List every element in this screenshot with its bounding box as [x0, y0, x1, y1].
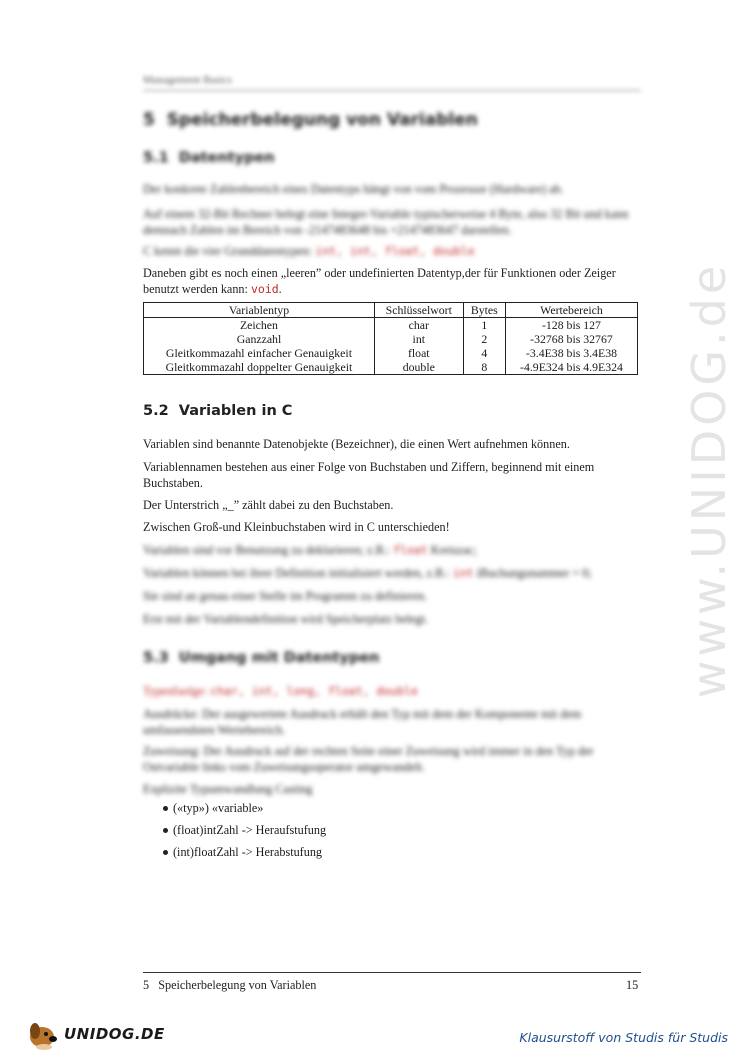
table-cell: -128 bis 127	[505, 318, 637, 333]
table-row	[144, 360, 638, 375]
inline-code: float	[393, 543, 428, 557]
paragraph: Zuweisung: Der Ausdruck auf der rechten Seite einer Zuweisung wird immer in den Typ der Ostvariable links vom Zuweisungsoperator umgewandelt.	[143, 744, 594, 774]
paragraph: Variablen sind benannte Datenobjekte (Bezeichner), die einen Wert aufnehmen können.	[143, 437, 570, 451]
paragraph: Auf einem 32-Bit Rechner belegt eine Integer-Variable typischerweise 4 Byte, also 32 Bit und kann demnach Zahlen im Bereich von -2147483648 bis +2147483647 darstellen.	[143, 207, 629, 237]
table-row	[144, 332, 638, 346]
paragraph: Variablen können bei ihrer Definition initialisiert werden, z.B.: int iBuchungsnummer = 0;	[143, 566, 592, 580]
watermark: www.UNIDOG.de	[682, 261, 736, 699]
footer-rule	[143, 972, 641, 973]
table-header: Bytes	[463, 303, 505, 318]
table-cell: 1	[463, 318, 505, 333]
table-cell: double	[374, 360, 463, 375]
paragraph: Variablen sind vor Benutzung zu deklarieren; z.B.: float Kreiszac;	[143, 543, 477, 557]
datatype-table	[143, 302, 638, 375]
inline-code: void	[250, 282, 279, 296]
table-header-row	[144, 303, 638, 318]
paragraph: Explizite Typumwandlung Casting	[143, 782, 313, 796]
table-cell: Gleitkommazahl einfacher Genauigkeit	[144, 346, 375, 360]
subsection-heading-5-2: 5.2 Variablen in C	[143, 403, 293, 419]
paragraph: Der konkrete Zahlenbereich eines Datentyps hängt von vom Prozessor (Hardware) ab.	[143, 182, 564, 196]
paragraph: Ausdrücke: Der ausgewertete Ausdruck erhält den Typ mit dem der Komponente mit dem umfassendsten Wertebereich.	[143, 707, 582, 737]
paragraph: C kennt die vier Grunddatentypen: int, int, float, double	[143, 244, 475, 258]
tagline: Klausurstoff von Studis für Studis	[519, 1030, 728, 1045]
subsection-heading-5-1: 5.1 Datentypen	[143, 150, 275, 166]
table-cell: -4.9E324 bis 4.9E324	[505, 360, 637, 375]
table-cell: -3.4E38 bis 3.4E38	[505, 346, 637, 360]
paragraph: Sie sind an genau einer Stelle im Programm zu definieren.	[143, 589, 428, 603]
paragraph: Variablennamen bestehen aus einer Folge von Buchstaben und Ziffern, beginnend mit einem Buchstaben.	[143, 460, 595, 490]
section-title: Speicherbelegung von Variablen	[166, 110, 478, 130]
table-cell: -32768 bis 32767	[505, 332, 637, 346]
inline-code: char, int, long, float, double	[210, 684, 418, 698]
footer-section: 5 Speicherbelegung von Variablen	[143, 978, 317, 992]
table-cell: char	[374, 318, 463, 333]
list-item: (int)floatZahl -> Herabstufung	[143, 844, 326, 866]
paragraph: Der Unterstrich „_” zählt dabei zu den Buchstaben.	[143, 498, 394, 512]
paragraph: Erst mit der Variablendefinition wird Speicherplatz belegt.	[143, 612, 429, 626]
section-number: 5	[143, 110, 155, 130]
table-header: Variablentyp	[144, 303, 375, 318]
page-number: 15	[626, 978, 639, 992]
bullet-list	[143, 800, 326, 866]
section-heading	[143, 110, 478, 130]
subsection-heading-5-3: 5.3 Umgang mit Datentypen	[143, 650, 380, 666]
running-head: Management Basics	[143, 74, 641, 91]
table-header: Wertebereich	[505, 303, 637, 318]
table-cell: 2	[463, 332, 505, 346]
list-item: (float)intZahl -> Heraufstufung	[143, 822, 326, 844]
table-cell: float	[374, 346, 463, 360]
table-cell: 8	[463, 360, 505, 375]
table-row	[144, 318, 638, 333]
paragraph-void: Daneben gibt es noch einen „leeren” oder undefinierten Datentyp,der für Funktionen oder Zeiger benutzt werden kann: void.	[143, 266, 616, 296]
unidog-logo	[24, 1017, 165, 1051]
paragraph: Typenfaolge: char, int, long, float, double	[143, 684, 418, 698]
table-row	[144, 346, 638, 360]
inline-code: int	[452, 566, 474, 580]
paragraph: Zwischen Groß-und Kleinbuchstaben wird in C unterschieden!	[143, 520, 450, 534]
inline-code: int, int, float, double	[315, 244, 475, 258]
table-cell: 4	[463, 346, 505, 360]
list-item: («typ») «variable»	[143, 800, 326, 822]
dog-icon	[24, 1017, 64, 1051]
table-cell: Zeichen	[144, 318, 375, 333]
logo-text: UNIDOG.DE	[64, 1025, 165, 1043]
table-cell: Gleitkommazahl doppelter Genauigkeit	[144, 360, 375, 375]
table-cell: Ganzzahl	[144, 332, 375, 346]
table-cell: int	[374, 332, 463, 346]
table-header: Schlüsselwort	[374, 303, 463, 318]
